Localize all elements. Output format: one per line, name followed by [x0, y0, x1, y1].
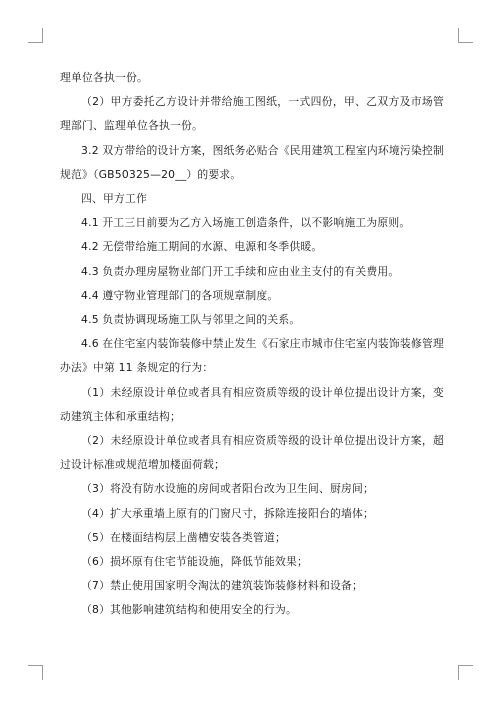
prohibited-item-2: （2）未经原设计单位或者具有相应资质等级的设计单位提出设计方案，超过设计标准或规范增加楼面荷载；	[60, 434, 444, 472]
paragraph-4-6: 4.6 在住宅室内装饰装修中禁止发生《石家庄市城市住宅室内装饰装修管理办法》中第 11 条规定的行为：	[60, 337, 444, 375]
paragraph-4-3: 4.3 负责办理房屋物业部门开工手续和应由业主支付的有关费用。	[81, 264, 400, 278]
crop-mark-bottom-left	[28, 665, 43, 680]
section-heading-party-a-duties: 四、甲方工作	[81, 192, 147, 206]
paragraph-continuation: 理单位各执一份。	[60, 71, 148, 84]
paragraph-3-1-item-2: （2）甲方委托乙方设计并带给施工图纸，一式四份，甲、乙双方及市场管理部门、监理单位各执一份。	[60, 95, 444, 133]
prohibited-item-6: （6）损坏原有住宅节能设施，降低节能效果；	[81, 555, 309, 569]
crop-mark-bottom-right	[458, 665, 473, 680]
paragraph-4-1: 4.1 开工三日前要为乙方入场施工创造条件，以不影响施工为原则。	[81, 216, 411, 230]
crop-mark-top-right	[458, 28, 473, 43]
prohibited-item-5: （5）在楼面结构层上凿槽安装各类管道；	[81, 530, 287, 544]
document-body	[60, 66, 444, 623]
crop-mark-top-left	[28, 28, 43, 43]
prohibited-item-1: （1）未经原设计单位或者具有相应资质等级的设计单位提出设计方案，变动建筑主体和承重结构；	[60, 385, 444, 423]
prohibited-item-7: （7）禁止使用国家明令淘汰的建筑装饰装修材料和设备；	[81, 579, 363, 593]
prohibited-item-4: （4）扩大承重墙上原有的门窗尺寸，拆除连接阳台的墙体；	[81, 506, 374, 520]
paragraph-4-4: 4.4 遵守物业管理部门的各项规章制度。	[81, 288, 279, 302]
paragraph-3-2: 3.2 双方带给的设计方案，图纸务必贴合《民用建筑工程室内环境污染控制规范》（GB50325—20__）的要求。	[60, 143, 444, 181]
paragraph-4-5: 4.5 负责协调现场施工队与邻里之间的关系。	[81, 313, 301, 327]
paragraph-4-2: 4.2 无偿带给施工期间的水源、电源和冬季供暖。	[81, 240, 323, 254]
prohibited-item-3: （3）将没有防水设施的房间或者阳台改为卫生间、厨房间；	[81, 482, 374, 496]
prohibited-item-8: （8）其他影响建筑结构和使用安全的行为。	[81, 603, 298, 617]
